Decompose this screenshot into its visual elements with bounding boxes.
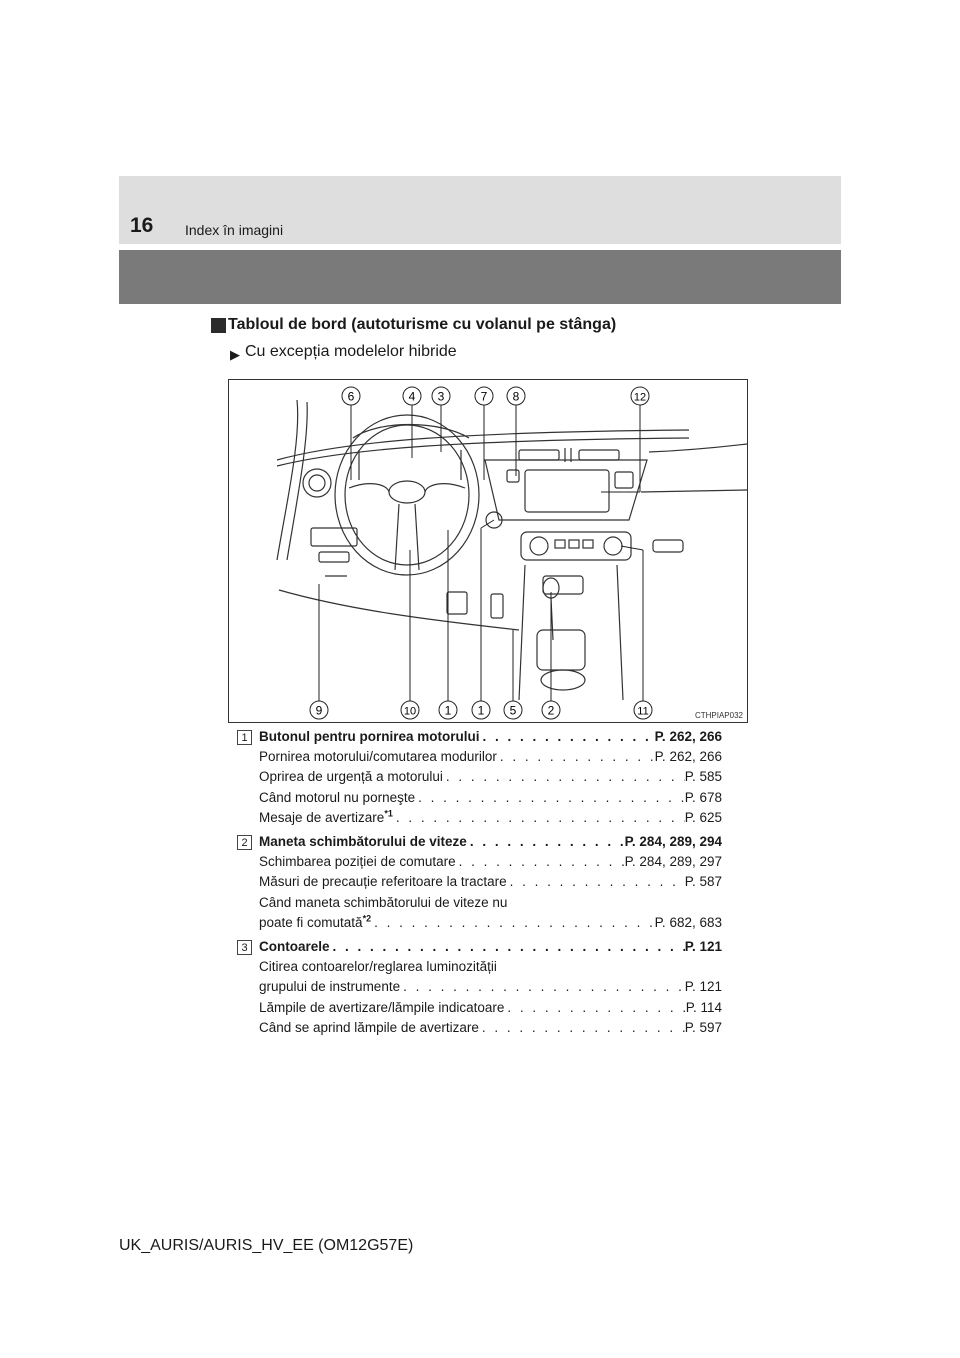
callout-label: 12: [633, 391, 647, 404]
callout-label: 5: [509, 703, 517, 718]
footnote-marker: *1: [384, 808, 393, 819]
footnote-marker: *2: [362, 913, 372, 924]
entry-line: Citirea contoarelor/reglarea luminozității: [259, 959, 497, 975]
entry-number-2: 2: [237, 835, 252, 850]
callout-label: 9: [315, 703, 323, 718]
callout-label: 8: [512, 389, 520, 404]
header-title: Index în imagini: [185, 222, 284, 238]
callout-label: 1: [477, 703, 485, 718]
entry-line: Mesaje de avertizare$^{*1}$ . . . P. 625: [259, 808, 722, 828]
entry-line: Când maneta schimbătorului de viteze nu: [259, 894, 508, 910]
entry-main-row: Maneta schimbătorului de viteze . . . P. 284, 289, 294: [259, 832, 722, 852]
entry-3: [259, 937, 722, 1038]
entry-line: Când se aprind lămpile de avertizare . . . P. 597: [259, 1018, 722, 1038]
bottom-callouts: [310, 701, 652, 719]
page-reference[interactable]: P. 262, 266: [654, 749, 722, 765]
entry-number-1: 1: [237, 730, 252, 745]
callout-label: 11: [637, 705, 649, 718]
dashboard-illustration: [228, 379, 748, 723]
entry-main-row: Contoarele . . . P. 121: [259, 937, 722, 957]
header-dark-band: [119, 250, 841, 304]
entry-line: Pornirea motorului/comutarea modurilor . . . P. 262, 266: [259, 747, 722, 767]
section-title: Tabloul de bord (autoturisme cu volanul pe stânga): [228, 316, 617, 333]
callout-label: 7: [480, 389, 488, 404]
page-reference[interactable]: P. 121: [684, 979, 722, 995]
entry-main-row: Butonul pentru pornirea motorului . . . P. 262, 266: [259, 727, 722, 747]
page-reference[interactable]: P. 682, 683: [654, 914, 722, 930]
entry-line: poate fi comutată$^{*2}$ . . . P. 682, 683: [259, 913, 722, 933]
page-reference[interactable]: P. 678: [684, 789, 722, 805]
footer-model-code: UK_AURIS/AURIS_HV_EE (OM12G57E): [119, 1237, 414, 1254]
entry-line: Măsuri de precauție referitoare la tractare . . . P. 587: [259, 872, 722, 892]
callout-label: 1: [444, 703, 452, 718]
callout-label: 2: [547, 703, 555, 718]
top-callouts: [342, 387, 649, 405]
callout-label: 3: [437, 389, 445, 404]
callout-layer: [229, 380, 747, 722]
section-subtitle: Cu excepția modelelor hibride: [245, 343, 457, 360]
entry-line: grupului de instrumente . . . P. 121: [259, 977, 722, 997]
entry-line: Schimbarea poziției de comutare . . . P. 284, 289, 297: [259, 852, 722, 872]
page-reference[interactable]: P. 121: [684, 939, 722, 954]
page-reference[interactable]: P. 114: [685, 999, 722, 1015]
page-reference[interactable]: P. 284, 289, 297: [624, 854, 722, 870]
page-reference[interactable]: P. 625: [684, 809, 722, 825]
page-reference[interactable]: P. 587: [684, 874, 722, 890]
callout-label: 10: [403, 705, 417, 718]
callout-label: 6: [347, 389, 355, 404]
square-bullet-icon: [211, 318, 226, 333]
entry-number-3: 3: [237, 940, 252, 955]
entry-line: Când motorul nu porneşte . . . P. 678: [259, 788, 722, 808]
callout-label: 4: [408, 389, 416, 404]
entry-line: Oprirea de urgență a motorului . . . P. 585: [259, 767, 722, 787]
figure-code: CTHPIAP032: [694, 711, 743, 720]
page-reference[interactable]: P. 284, 289, 294: [624, 834, 722, 849]
page-number: 16: [130, 214, 154, 237]
entry-2: [259, 832, 722, 933]
entry-1: [259, 727, 722, 828]
page-reference[interactable]: P. 585: [684, 769, 722, 785]
entry-line: Lămpile de avertizare/lămpile indicatoare . . . P. 114: [259, 998, 722, 1018]
triangle-bullet-icon: ▶: [230, 347, 240, 362]
page-reference[interactable]: P. 597: [684, 1019, 722, 1035]
page-reference[interactable]: P. 262, 266: [654, 729, 722, 744]
